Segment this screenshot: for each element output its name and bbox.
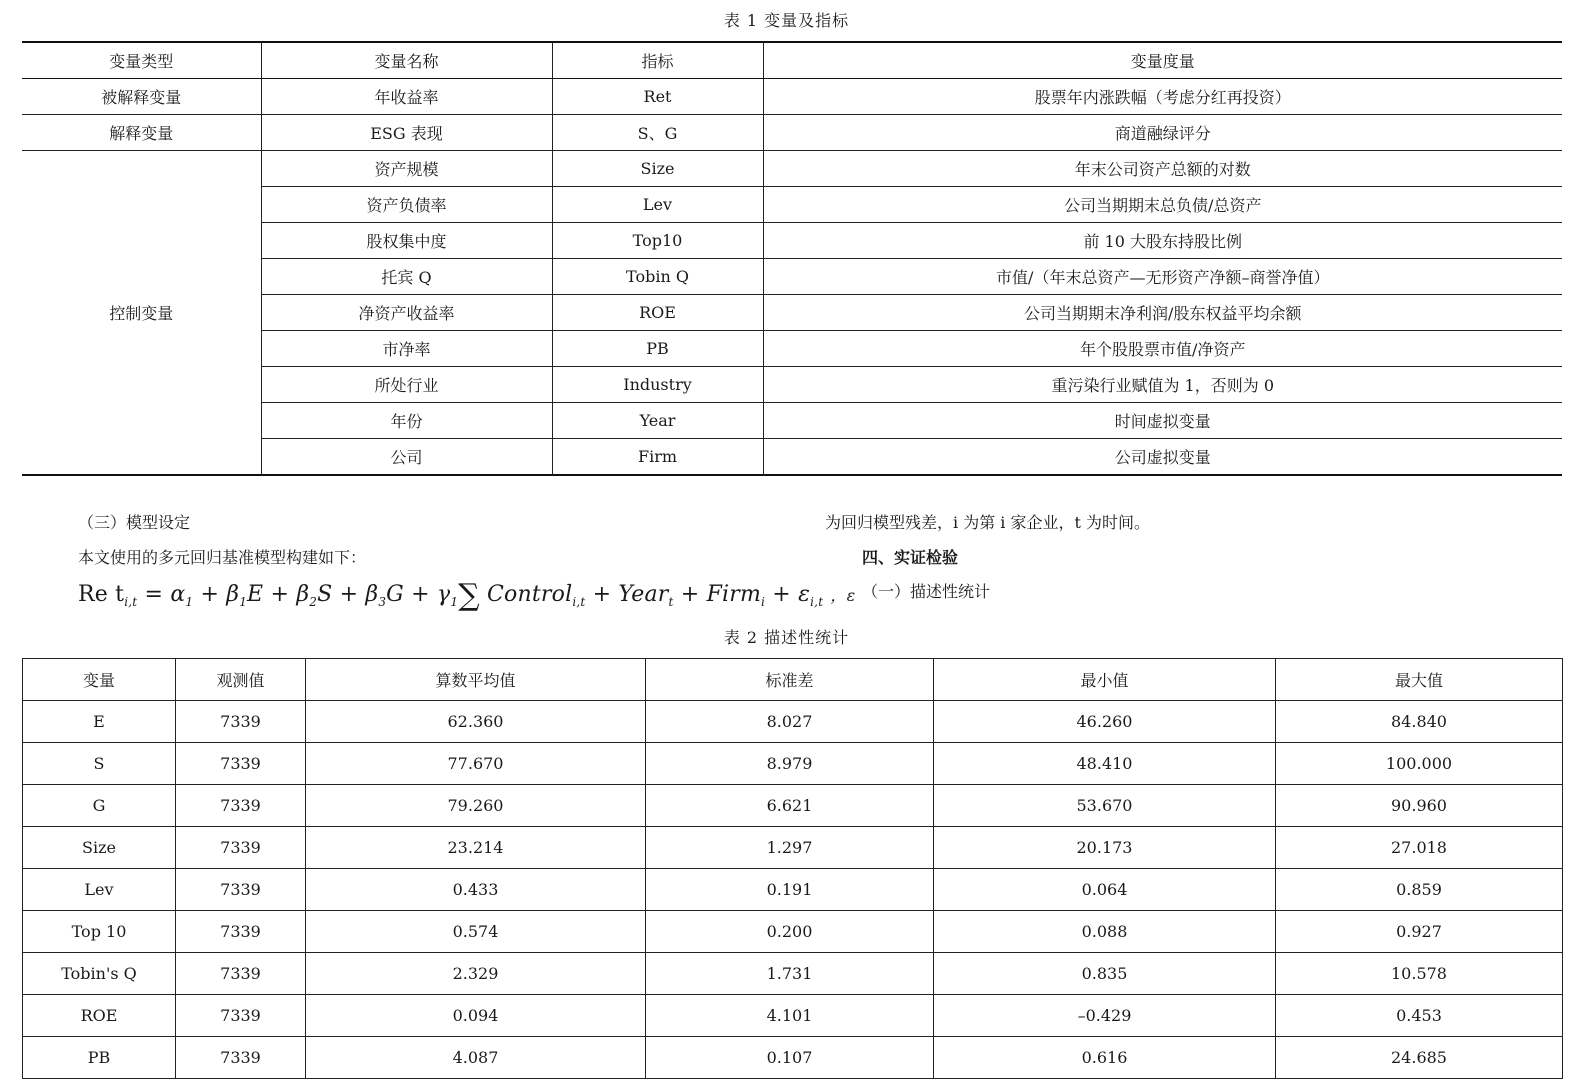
variable-indicator: Firm xyxy=(552,439,763,476)
variable-indicator: Industry xyxy=(552,367,763,403)
variable-indicator: Year xyxy=(552,403,763,439)
stat-min: 20.173 xyxy=(934,827,1276,869)
stat-min: 46.260 xyxy=(934,701,1276,743)
variable-type: 控制变量 xyxy=(22,151,261,476)
table2-header-variable: 变量 xyxy=(23,659,176,701)
stat-max: 0.859 xyxy=(1276,869,1563,911)
stat-max: 10.578 xyxy=(1276,953,1563,995)
stat-observations: 7339 xyxy=(176,869,306,911)
stat-min: 48.410 xyxy=(934,743,1276,785)
stat-observations: 7339 xyxy=(176,1037,306,1079)
formula-lhs: Re t xyxy=(78,582,125,607)
stat-max: 0.453 xyxy=(1276,995,1563,1037)
table2-row xyxy=(23,995,1563,1037)
variable-measure: 前 10 大股东持股比例 xyxy=(763,223,1562,259)
stat-min: 0.064 xyxy=(934,869,1276,911)
variable-measure: 公司当期期末净利润/股东权益平均余额 xyxy=(763,295,1562,331)
stat-std: 4.101 xyxy=(646,995,934,1037)
stat-observations: 7339 xyxy=(176,827,306,869)
stat-observations: 7339 xyxy=(176,953,306,995)
stat-std: 0.200 xyxy=(646,911,934,953)
table1-row xyxy=(22,115,1562,151)
stat-max: 84.840 xyxy=(1276,701,1563,743)
stat-mean: 79.260 xyxy=(306,785,646,827)
table2-row xyxy=(23,869,1563,911)
table2-row xyxy=(23,827,1563,869)
stat-mean: 0.094 xyxy=(306,995,646,1037)
table2-row xyxy=(23,701,1563,743)
stat-max: 90.960 xyxy=(1276,785,1563,827)
stat-mean: 77.670 xyxy=(306,743,646,785)
variable-type: 解释变量 xyxy=(22,115,261,151)
table1-caption: 表 1 变量及指标 xyxy=(723,11,850,30)
stat-max: 100.000 xyxy=(1276,743,1563,785)
table2-header-max: 最大值 xyxy=(1276,659,1563,701)
variable-name: 托宾 Q xyxy=(261,259,552,295)
stat-std: 8.027 xyxy=(646,701,934,743)
table1-header-row xyxy=(22,42,1562,79)
stat-mean: 2.329 xyxy=(306,953,646,995)
table2-header-min: 最小值 xyxy=(934,659,1276,701)
variable-name: ESG 表现 xyxy=(261,115,552,151)
stat-variable: G xyxy=(23,785,176,827)
stat-mean: 62.360 xyxy=(306,701,646,743)
variable-name: 资产负债率 xyxy=(261,187,552,223)
regression-formula: Re $t_{i,t} = \alpha_1 + \beta_1E + \beta_2S + \beta_3G + \gamma_1\sum$ Control$_{i,t}$ + Year$_t$ + Firm$_i$ + $\varepsilon_{i,t}$ ，ε xyxy=(78,578,856,613)
table2-header-observations: 观测值 xyxy=(176,659,306,701)
stat-observations: 7339 xyxy=(176,785,306,827)
variable-name: 市净率 xyxy=(261,331,552,367)
stat-variable: E xyxy=(23,701,176,743)
stat-observations: 7339 xyxy=(176,911,306,953)
variable-measure: 重污染行业赋值为 1，否则为 0 xyxy=(763,367,1562,403)
variable-measure: 时间虚拟变量 xyxy=(763,403,1562,439)
table1-row xyxy=(22,151,1562,187)
stat-min: 53.670 xyxy=(934,785,1276,827)
variable-measure: 年末公司资产总额的对数 xyxy=(763,151,1562,187)
stat-max: 24.685 xyxy=(1276,1037,1563,1079)
table2-row xyxy=(23,911,1563,953)
table2-caption: 表 2 描述性统计 xyxy=(723,628,850,647)
stat-max: 27.018 xyxy=(1276,827,1563,869)
variables-table xyxy=(22,41,1562,476)
stat-variable: Top 10 xyxy=(23,911,176,953)
variable-name: 股权集中度 xyxy=(261,223,552,259)
stat-mean: 0.574 xyxy=(306,911,646,953)
table2-header-row xyxy=(23,659,1563,701)
variable-measure: 商道融绿评分 xyxy=(763,115,1562,151)
variable-name: 净资产收益率 xyxy=(261,295,552,331)
table1-header-indicator: 指标 xyxy=(552,42,763,79)
stat-variable: Tobin's Q xyxy=(23,953,176,995)
stat-variable: S xyxy=(23,743,176,785)
stat-min: –0.429 xyxy=(934,995,1276,1037)
stat-std: 1.297 xyxy=(646,827,934,869)
variable-type: 被解释变量 xyxy=(22,79,261,115)
variable-name: 资产规模 xyxy=(261,151,552,187)
stat-variable: ROE xyxy=(23,995,176,1037)
variable-name: 所处行业 xyxy=(261,367,552,403)
table2-header-std: 标准差 xyxy=(646,659,934,701)
stat-observations: 7339 xyxy=(176,995,306,1037)
variable-name: 年收益率 xyxy=(261,79,552,115)
table1-header-measure: 变量度量 xyxy=(763,42,1562,79)
subsection-heading-descriptive: （一）描述性统计 xyxy=(862,582,991,601)
section-heading-model: （三）模型设定 xyxy=(78,513,191,532)
descriptive-statistics-table xyxy=(22,658,1563,1079)
section-heading-empirical: 四、实证检验 xyxy=(862,548,959,567)
stat-std: 0.191 xyxy=(646,869,934,911)
variable-indicator: Top10 xyxy=(552,223,763,259)
variable-indicator: Tobin Q xyxy=(552,259,763,295)
variable-indicator: ROE xyxy=(552,295,763,331)
table2-header-mean: 算数平均值 xyxy=(306,659,646,701)
stat-mean: 4.087 xyxy=(306,1037,646,1079)
stat-min: 0.835 xyxy=(934,953,1276,995)
variable-name: 年份 xyxy=(261,403,552,439)
stat-mean: 23.214 xyxy=(306,827,646,869)
stat-min: 0.088 xyxy=(934,911,1276,953)
variable-indicator: Lev xyxy=(552,187,763,223)
stat-std: 8.979 xyxy=(646,743,934,785)
stat-observations: 7339 xyxy=(176,701,306,743)
variable-indicator: Size xyxy=(552,151,763,187)
stat-variable: Size xyxy=(23,827,176,869)
variable-measure: 市值/（年末总资产—无形资产净额–商誉净值） xyxy=(763,259,1562,295)
variable-measure: 公司当期期末总负债/总资产 xyxy=(763,187,1562,223)
variable-measure: 年个股股票市值/净资产 xyxy=(763,331,1562,367)
variable-indicator: S、G xyxy=(552,115,763,151)
model-intro-text: 本文使用的多元回归基准模型构建如下： xyxy=(78,548,367,567)
variable-name: 公司 xyxy=(261,439,552,476)
table2-row xyxy=(23,1037,1563,1079)
stat-mean: 0.433 xyxy=(306,869,646,911)
stat-max: 0.927 xyxy=(1276,911,1563,953)
stat-std: 0.107 xyxy=(646,1037,934,1079)
variable-measure: 公司虚拟变量 xyxy=(1114,448,1211,467)
stat-std: 1.731 xyxy=(646,953,934,995)
table1-header-type: 变量类型 xyxy=(22,42,261,79)
table2-row xyxy=(23,953,1563,995)
table1-header-name: 变量名称 xyxy=(261,42,552,79)
variable-measure: 股票年内涨跌幅（考虑分红再投资） xyxy=(763,79,1562,115)
stat-std: 6.621 xyxy=(646,785,934,827)
variable-indicator: PB xyxy=(552,331,763,367)
stat-variable: Lev xyxy=(23,869,176,911)
residual-note-text: 为回归模型残差，i 为第 i 家企业，t 为时间。 xyxy=(825,513,1151,532)
table2-row xyxy=(23,743,1563,785)
stat-variable: PB xyxy=(23,1037,176,1079)
stat-min: 0.616 xyxy=(934,1037,1276,1079)
table2-row xyxy=(23,785,1563,827)
table1-row xyxy=(22,79,1562,115)
stat-observations: 7339 xyxy=(176,743,306,785)
variable-indicator: Ret xyxy=(552,79,763,115)
sum-symbol: ∑ xyxy=(458,578,480,613)
